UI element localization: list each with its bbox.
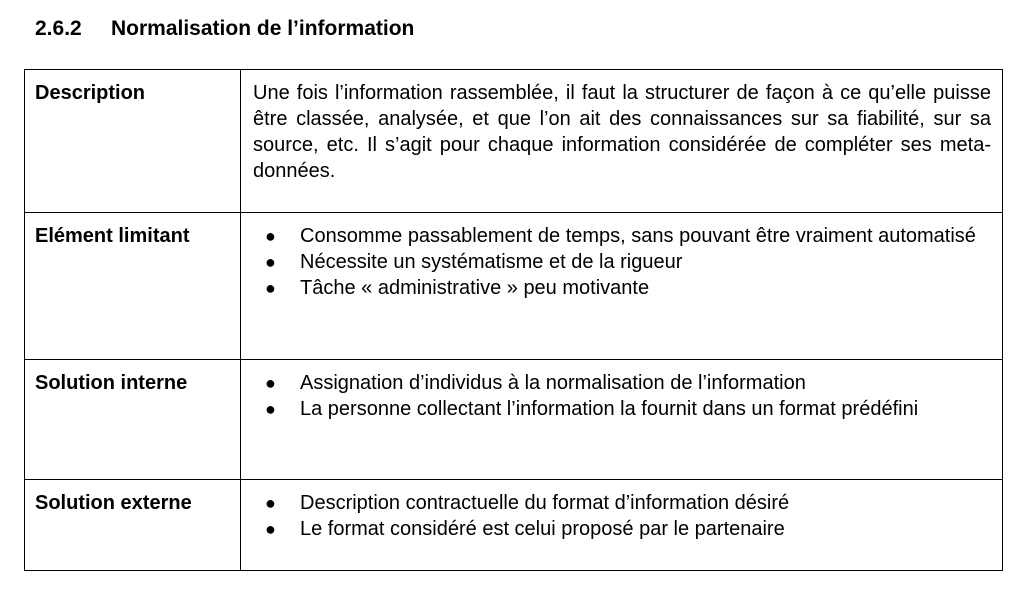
list-item: ● Assignation d’individus à la normalisation de l’information [265,372,806,394]
bullet-icon: ● [265,519,276,539]
list-item: ● Description contractuelle du format d’information désiré [265,492,790,514]
list-item: ● La personne collectant l’information la fournit dans un format prédéfini [265,398,919,420]
list-item: ● Le format considéré est celui proposé par le partenaire [265,518,785,540]
table-row-external-solution [25,480,1003,571]
list-item: ● Tâche « administrative » peu motivante [265,277,650,299]
info-table [24,69,1003,571]
bullet-icon: ● [265,373,276,393]
row-label-limiting-element: Elément limitant [25,213,241,360]
table-row-description [25,70,1003,213]
row-label-internal-solution: Solution interne [25,360,241,480]
list-item: ● Nécessite un systématisme et de la rigueur [265,251,683,273]
limiting-element-list [253,223,991,301]
external-solution-list [253,490,991,542]
bullet-icon: ● [265,493,276,513]
bullet-icon: ● [265,278,276,298]
bullet-icon: ● [265,252,276,272]
table-row-limiting-element [25,213,1003,360]
row-label-external-solution: Solution externe [25,480,241,571]
limiting-element-content [241,213,1003,360]
internal-solution-list [253,370,991,422]
list-item: ● Consomme passablement de temps, sans pouvant être vraiment automatisé [265,225,976,247]
description-text: Une fois l’information rassemblée, il faut la structurer de façon à ce qu’elle puisse être classée, analysée, et que l’on ait des connaissances sur sa fiabilité, sur sa source, etc. Il s’agit pour chaque information considérée de compléter ses meta-données. [241,70,1003,213]
section-heading [35,15,414,43]
external-solution-content [241,480,1003,571]
internal-solution-content [241,360,1003,480]
bullet-icon: ● [265,226,276,246]
row-label-description: Description [25,70,241,213]
bullet-icon: ● [265,399,276,419]
section-title: Normalisation de l’information [111,17,415,40]
table-row-internal-solution [25,360,1003,480]
section-number: 2.6.2 [35,17,82,40]
